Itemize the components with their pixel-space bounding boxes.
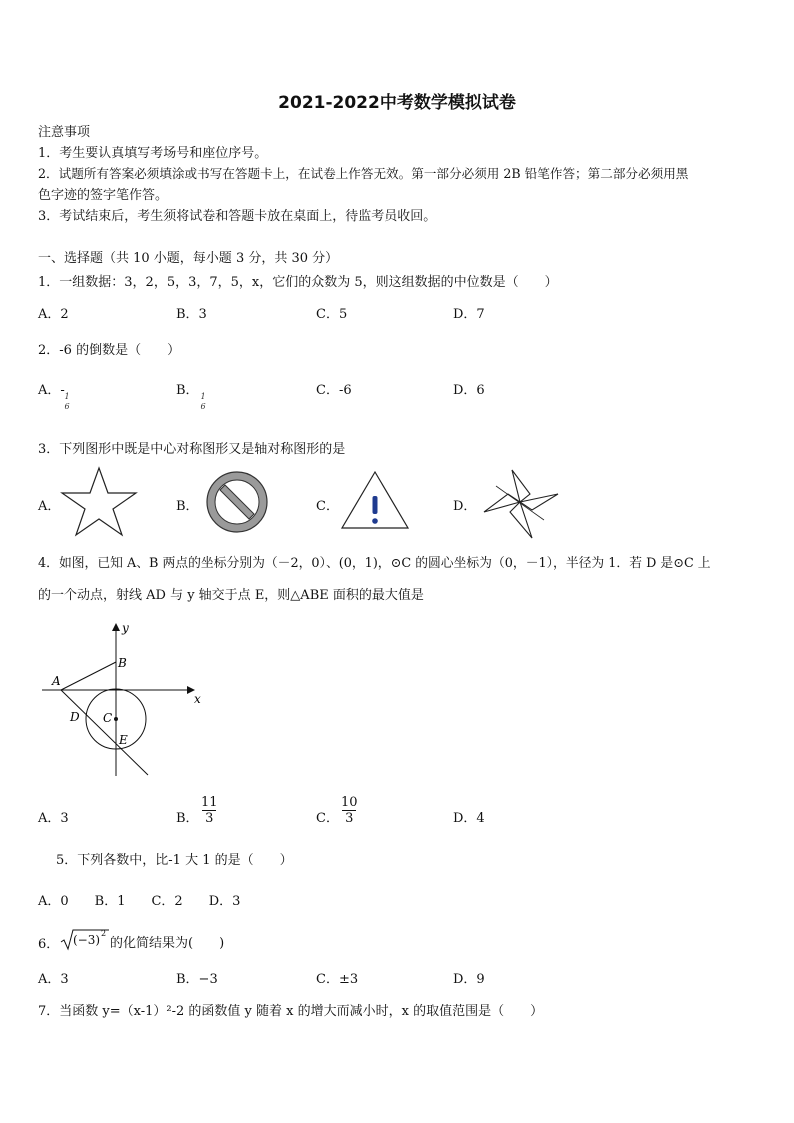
notice-line-2a: 2．试题所有答案必须填涂或书写在答题卡上，在试卷上作答无效。第一部分必须用 2B 铅笔作答；第二部分必须用黑 — [38, 166, 689, 181]
q1-option-c: C．5 — [316, 307, 348, 322]
label-x: x — [194, 692, 201, 706]
q6-option-c: C．±3 — [316, 972, 359, 987]
notice-heading: 注意事项 — [38, 125, 91, 140]
q1-option-b: B．3 — [176, 307, 207, 322]
q6-exponent: 2 — [101, 929, 107, 938]
pinwheel-blade-top — [512, 470, 530, 502]
label-a: A — [52, 674, 61, 688]
q5-options: A．0 B．1 C．2 D．3 — [38, 894, 241, 909]
q4-option-c-fraction — [341, 795, 358, 826]
q3-option-a: A． — [38, 499, 61, 514]
q2-option-c: C．-6 — [316, 383, 352, 398]
label-d: D — [70, 710, 80, 724]
q2-a-numerator: 1 — [64, 392, 70, 401]
coordinate-figure — [36, 618, 216, 783]
section-heading: 一、选择题（共 10 小题，每小题 3 分，共 30 分） — [38, 251, 339, 266]
page-title: 2021-2022中考数学模拟试卷 — [278, 93, 516, 113]
q2-option-b-fraction — [198, 392, 208, 412]
question-7-stem: 7．当函数 y=（x-1）²-2 的函数值 y 随着 x 的增大而减小时，x 的取值范围是（ ） — [38, 1004, 544, 1019]
q4-option-c: C． — [316, 811, 339, 826]
question-5-stem: 5．下列各数中，比-1 大 1 的是（ ） — [56, 853, 293, 868]
label-b: B — [118, 656, 127, 670]
warning-triangle-figure — [340, 470, 410, 530]
q6-radicand: (−3) — [73, 933, 101, 947]
q2-option-a-fraction — [62, 392, 72, 412]
label-y: y — [122, 621, 129, 635]
q2-option-a: A．- — [38, 383, 65, 398]
q1-option-d: D．7 — [453, 307, 485, 322]
question-2-stem: 2．-6 的倒数是（ ） — [38, 343, 181, 358]
q2-option-b: B． — [176, 383, 199, 398]
q4-c-numerator: 10 — [341, 795, 358, 810]
q4-option-d: D．4 — [453, 811, 485, 826]
pinwheel-figure — [482, 466, 560, 540]
prohibition-sign-figure — [203, 468, 271, 536]
question-6-number: 6． — [38, 937, 60, 952]
question-4-stem-line-2: 的一个动点，射线 AD 与 y 轴交于点 E，则△ABE 面积的最大值是 — [38, 588, 424, 603]
q4-option-b-fraction — [201, 795, 218, 826]
q4-c-denominator: 3 — [345, 811, 354, 826]
star-figure — [60, 466, 140, 538]
q2-b-denominator: 6 — [200, 402, 206, 411]
q2-b-numerator: 1 — [200, 392, 206, 401]
notice-line-2b: 色字迹的签字笔作答。 — [38, 188, 169, 203]
star-shape — [62, 468, 136, 535]
question-1-stem: 1．一组数据：3，2，5，3，7，5，x，它们的众数为 5，则这组数据的中位数是（ ） — [38, 275, 558, 290]
question-3-stem: 3．下列图形中既是中心对称图形又是轴对称图形的是 — [38, 442, 346, 457]
q4-b-numerator: 11 — [201, 795, 218, 810]
q2-a-denominator: 6 — [64, 402, 70, 411]
q4-option-b: B． — [176, 811, 199, 826]
q6-option-b: B．−3 — [176, 972, 218, 987]
q2-option-d: D．6 — [453, 383, 485, 398]
label-e: E — [119, 733, 128, 747]
question-6-stem: 的化简结果为( ) — [110, 936, 225, 951]
ray-ad — [61, 690, 148, 775]
warning-exclamation-dot — [372, 518, 378, 524]
q4-b-denominator: 3 — [205, 811, 214, 826]
q6-option-d: D．9 — [453, 972, 485, 987]
q6-option-a: A．3 — [38, 972, 69, 987]
question-4-stem-line-1: 4．如图，已知 A、B 两点的坐标分别为（－2，0）、(0，1)，⊙C 的圆心坐标为（0，－1），半径为 1．若 D 是⊙C 上 — [38, 556, 711, 571]
warning-exclamation-bar — [373, 496, 378, 514]
q3-option-c: C． — [316, 499, 339, 514]
label-c: C — [103, 711, 113, 725]
notice-line-1: 1．考生要认真填写考场号和座位序号。 — [38, 146, 268, 161]
center-point-c — [114, 717, 118, 721]
notice-line-3: 3．考试结束后，考生须将试卷和答题卡放在桌面上，待监考员收回。 — [38, 209, 437, 224]
q1-option-a: A．2 — [38, 307, 69, 322]
q4-option-a: A．3 — [38, 811, 69, 826]
q3-option-b: B． — [176, 499, 199, 514]
segment-ab — [61, 662, 116, 690]
q3-option-d: D． — [453, 499, 477, 514]
